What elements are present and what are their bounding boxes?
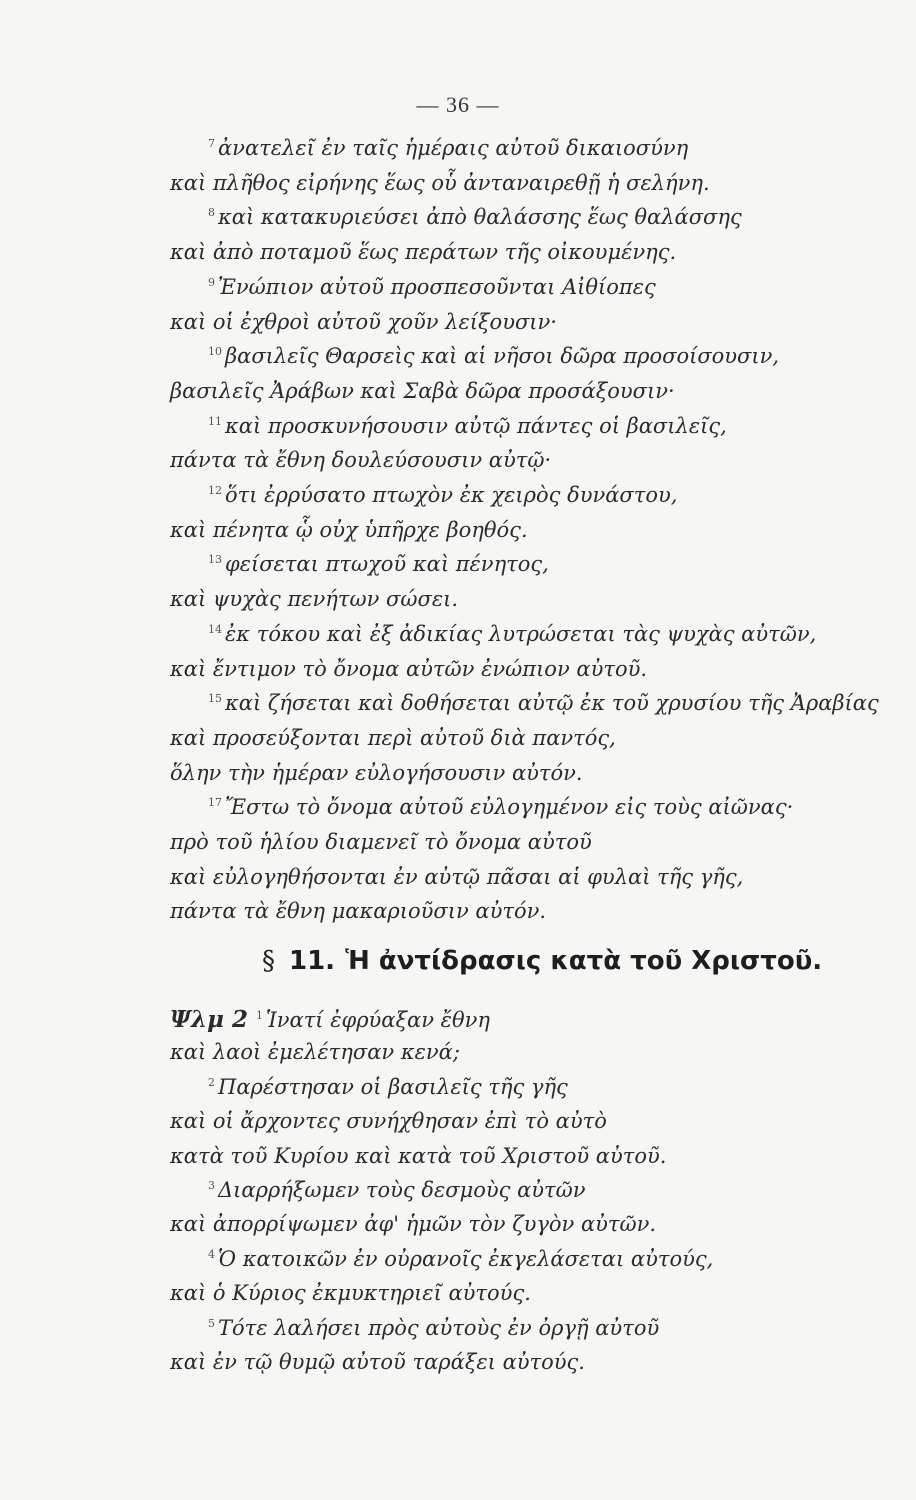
verse-line (170, 1006, 490, 1033)
verse-line (208, 1075, 568, 1099)
verse-line (208, 1178, 586, 1202)
verse-text: Ἱνατί ἐφρύαξαν ἔθνη (265, 1008, 490, 1032)
verse-text: ἐκ τόκου καὶ ἐξ ἀδικίας λυτρώσεται τὰς ψυχὰς αὐτῶν, (225, 621, 817, 646)
verse-text: Τότε λαλήσει πρὸς αὐτοὺς ἐν ὀργῇ αὐτοῦ (218, 1315, 660, 1340)
verse-line (170, 379, 675, 403)
verse-text: Ἔστω τὸ ὄνομα αὐτοῦ εὐλογημένον εἰς τοὺς αἰῶνας· (225, 795, 794, 820)
verse-text: πάντα τὰ ἔθνη μακαριοῦσιν αὐτόν. (170, 899, 547, 924)
verse-text: κατὰ τοῦ Κυρίου καὶ κατὰ τοῦ Χριστοῦ αὐτοῦ. (170, 1143, 667, 1168)
verse-line (170, 1350, 585, 1374)
verse-text: καὶ ζήσεται καὶ δοθήσεται αὐτῷ ἐκ τοῦ χρυσίου τῆς Ἀραβίας (225, 691, 879, 716)
verse-line (170, 171, 710, 195)
verse-text: Ἐνώπιον αὐτοῦ προσπεσοῦνται Αἰθίοπες (218, 274, 656, 299)
section-heading (262, 946, 822, 976)
verse-text: βασιλεῖς Ἀράβων καὶ Σαβὰ δῶρα προσάξουσιν· (170, 378, 675, 403)
verse-line (170, 310, 557, 334)
verse-line (208, 795, 793, 819)
verse-line (170, 448, 551, 472)
verse-line (208, 552, 549, 576)
verse-text: Ὁ κατοικῶν ἐν οὐρανοῖς ἐκγελάσεται αὐτούς, (218, 1246, 714, 1271)
verse-text: καὶ εὐλογηθήσονται ἐν αὐτῷ πᾶσαι αἱ φυλαὶ τῆς γῆς, (170, 864, 744, 889)
verse-text: καὶ προσκυνήσουσιν αὐτῷ πάντες οἱ βασιλεῖς, (225, 413, 727, 438)
verse-line (170, 830, 592, 854)
verse-text: πρὸ τοῦ ἡλίου διαμενεῖ τὸ ὄνομα αὐτοῦ (170, 830, 592, 854)
verse-line (208, 1316, 659, 1340)
verse-text: καὶ ὁ Κύριος ἐκμυκτηριεῖ αὐτούς. (170, 1281, 531, 1306)
verse-line (208, 414, 727, 438)
verse-number: 2 (208, 1075, 215, 1089)
verse-text: καὶ ἀπὸ ποταμοῦ ἕως περάτων τῆς οἰκουμένης. (170, 240, 677, 265)
verse-number: 14 (208, 622, 222, 636)
verse-text: πάντα τὰ ἔθνη δουλεύσουσιν αὐτῷ· (170, 448, 552, 473)
verse-text: ὅλην τὴν ἡμέραν εὐλογήσουσιν αὐτόν. (170, 760, 583, 785)
verse-number: 8 (208, 206, 215, 220)
verse-number: 5 (208, 1316, 215, 1330)
verse-line (208, 205, 742, 229)
section-title: Ἡ ἀντίδρασις κατὰ τοῦ Χριστοῦ. (345, 946, 823, 976)
verse-number: 11 (208, 414, 222, 428)
verse-text: Παρέστησαν οἱ βασιλεῖς τῆς γῆς (218, 1074, 568, 1099)
verse-text: καὶ πένητα ᾧ οὐχ ὑπῆρχε βοηθός. (170, 517, 528, 542)
verse-text: ὅτι ἐρρύσατο πτωχὸν ἐκ χειρὸς δυνάστου, (225, 483, 678, 507)
verse-text: ἀνατελεῖ ἐν ταῖς ἡμέραις αὐτοῦ δικαιοσύνη (218, 136, 689, 160)
verse-number: 7 (208, 137, 215, 150)
page-number: — 36 — (416, 92, 500, 117)
verse-line (170, 1040, 460, 1064)
verse-text: καὶ οἱ ἐχθροὶ αὐτοῦ χοῦν λείξουσιν· (170, 309, 557, 334)
verse-line (170, 1144, 666, 1168)
verse-text: καὶ ἐν τῷ θυμῷ αὐτοῦ ταράξει αὐτούς. (170, 1350, 585, 1374)
verse-line (170, 518, 528, 542)
verse-line (170, 761, 583, 785)
verse-line (208, 691, 879, 715)
verse-text: βασιλεῖς Θαρσεὶς καὶ αἱ νῆσοι δῶρα προσοίσουσιν, (225, 344, 780, 369)
verse-text: καὶ πλῆθος εἰρήνης ἕως οὗ ἀνταναιρεθῇ ἡ σελήνη. (170, 170, 710, 195)
psalm-reference: Ψλμ 2 (170, 1006, 248, 1033)
verse-line (170, 657, 647, 681)
verse-number: 13 (208, 553, 222, 567)
verse-text: καὶ προσεύξονται περὶ αὐτοῦ διὰ παντός, (170, 725, 616, 750)
section-symbol: § (262, 946, 275, 976)
verse-text: Διαρρήξωμεν τοὺς δεσμοὺς αὐτῶν (218, 1178, 586, 1202)
verse-line (170, 240, 676, 264)
verse-line (170, 1109, 607, 1133)
verse-number: 12 (208, 484, 222, 497)
section-number: 11. (289, 946, 336, 976)
verse-text: καὶ οἱ ἄρχοντες συνήχθησαν ἐπὶ τὸ αὐτὸ (170, 1109, 607, 1134)
verse-number: 15 (208, 692, 222, 706)
verse-line (208, 622, 816, 646)
verse-text: καὶ κατακυριεύσει ἀπὸ θαλάσσης ἕως θαλάσσης (218, 205, 742, 230)
verse-line (208, 483, 677, 507)
verse-number: 9 (208, 275, 215, 289)
verse-line (208, 1247, 713, 1271)
verse-number: 1 (255, 1009, 263, 1022)
verse-text: φείσεται πτωχοῦ καὶ πένητος, (225, 552, 549, 577)
verse-line (208, 136, 688, 160)
verse-number: 3 (208, 1179, 215, 1192)
verse-text: καὶ ἔντιμον τὸ ὄνομα αὐτῶν ἐνώπιον αὐτοῦ. (170, 656, 648, 681)
verse-number: 17 (208, 796, 222, 810)
verse-line (208, 275, 656, 299)
verse-text: καὶ ἀπορρίψωμεν ἀφ' ἡμῶν τὸν ζυγὸν αὐτῶν. (170, 1212, 657, 1237)
verse-number: 10 (208, 345, 222, 359)
verse-line (208, 344, 779, 368)
verse-line (170, 587, 458, 611)
verse-number: 4 (208, 1247, 215, 1261)
verse-text: καὶ ψυχὰς πενήτων σώσει. (170, 587, 459, 612)
verse-line (170, 1281, 531, 1305)
verse-text: καὶ λαοὶ ἐμελέτησαν κενά; (170, 1040, 460, 1065)
verse-line (170, 899, 546, 923)
verse-line (170, 726, 616, 750)
verse-line (170, 865, 743, 889)
verse-line (170, 1212, 656, 1236)
